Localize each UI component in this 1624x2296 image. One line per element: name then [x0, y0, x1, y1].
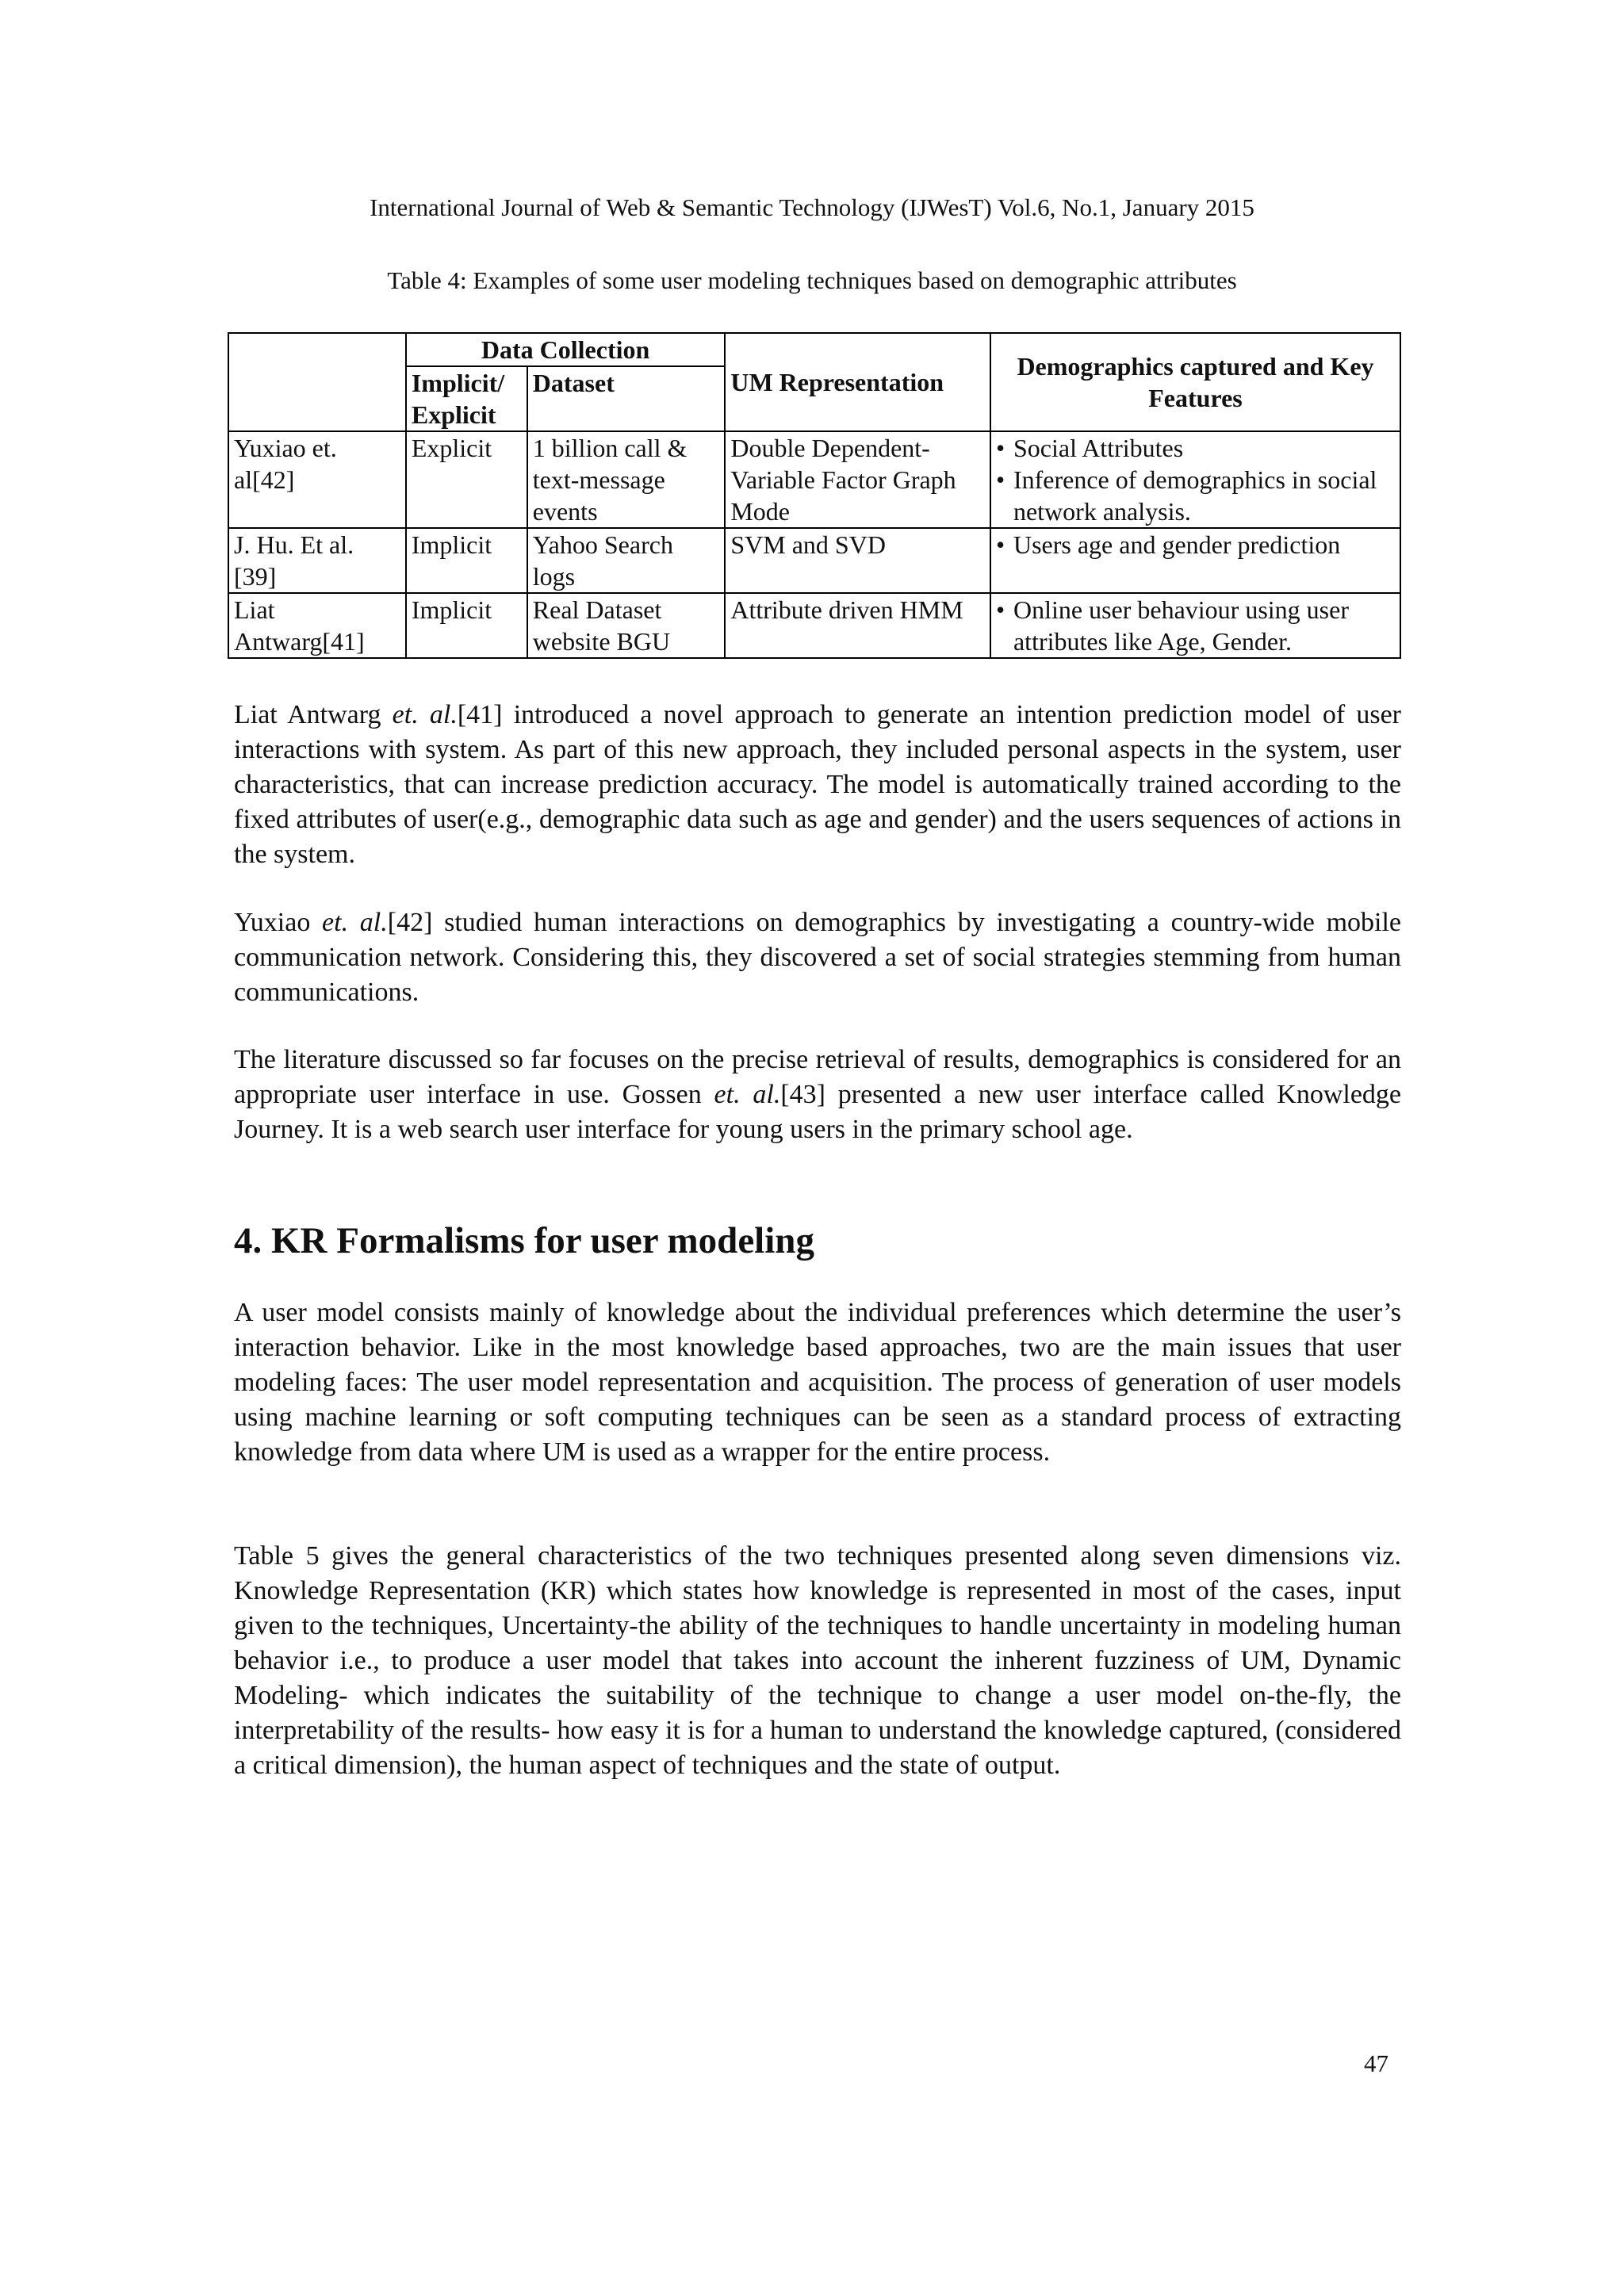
- cell-name: Liat Antwarg[41]: [228, 593, 406, 658]
- cell-type: Implicit: [406, 593, 527, 658]
- feature-item: • Online user behaviour using user attributes like Age, Gender.: [996, 594, 1395, 657]
- cell-features: [990, 431, 1400, 528]
- running-header: International Journal of Web & Semantic Technology (IJWesT) Vol.6, No.1, January 2015: [370, 193, 1254, 221]
- header-implicit-explicit: Implicit/ Explicit: [406, 366, 527, 431]
- cell-dataset: 1 billion call & text-message events: [527, 431, 726, 528]
- cell-type: Implicit: [406, 528, 527, 593]
- cell-representation: Double Dependent-Variable Factor Graph Mode: [725, 431, 990, 528]
- cell-type: Explicit: [406, 431, 527, 528]
- paragraph-user-model: A user model consists mainly of knowledge about the individual preferences which determine the user’s interaction behavior. Like in the most knowledge based approaches, two are the main issues that user modeling faces: The user model representation and acquisition. The process of generation of user models using machine learning or soft computing techniques can be seen as a standard process of extracting knowledge from data where UM is used as a wrapper for the entire process.: [234, 1298, 1401, 1467]
- feature-item: • Users age and gender prediction: [996, 529, 1395, 561]
- header-empty-cell: [228, 333, 406, 431]
- cell-name: J. Hu. Et al. [39]: [228, 528, 406, 593]
- cell-representation: Attribute driven HMM: [725, 593, 990, 658]
- table-caption: Table 4: Examples of some user modeling techniques based on demographic attributes: [387, 266, 1237, 294]
- header-demographics: Demographics captured and Key Features: [990, 333, 1400, 431]
- cell-name: Yuxiao et. al[42]: [228, 431, 406, 528]
- cell-features: [990, 593, 1400, 658]
- cell-representation: SVM and SVD: [725, 528, 990, 593]
- paragraph-antwarg: Liat Antwarg et. al.[41] introduced a novel approach to generate an intention prediction model of user interactions with system. As part of this new approach, they included personal aspects in the system, user characteristics, that can increase prediction accuracy. The model is automatically trained according to the fixed attributes of user(e.g., demographic data such as age and gender) and the users sequences of actions in the system.: [234, 700, 1401, 869]
- paragraph-yuxiao: Yuxiao et. al.[42] studied human interactions on demographics by investigating a country-wide mobile communication network. Considering this, they discovered a set of social strategies stemming from human communications.: [234, 908, 1402, 1007]
- paragraph-literature: The literature discussed so far focuses on the precise retrieval of results, demographics is considered for an appropriate user interface in use. Gossen et. al.[43] presented a new user interface called Knowledge Journey. It is a web search user interface for young users in the primary school age.: [234, 1045, 1402, 1144]
- section-heading: 4. KR Formalisms for user modeling: [234, 1220, 814, 1261]
- header-dataset: Dataset: [527, 366, 726, 431]
- feature-item: • Social Attributes: [996, 432, 1395, 464]
- table-header-row: [228, 333, 1400, 366]
- cell-dataset: Real Dataset website BGU: [527, 593, 726, 658]
- demographics-table: [228, 332, 1401, 659]
- cell-features: [990, 528, 1400, 593]
- paragraph-table5: Table 5 gives the general characteristics of the two techniques presented along seven dimensions viz. Knowledge Representation (KR) which states how knowledge is represented in most of the cases, input given to the techniques, Uncertainty-the ability of the techniques to handle uncertainty in modeling human behavior i.e., to produce a user model that takes into account the inherent fuzziness of UM, Dynamic Modeling- which indicates the suitability of the technique to change a user model on-the-fly, the interpretability of the results- how easy it is for a human to understand the knowledge captured, (considered a critical dimension), the human aspect of techniques and the state of output.: [234, 1541, 1401, 1780]
- header-um-representation: UM Representation: [725, 333, 990, 431]
- table-row: [228, 431, 1400, 528]
- header-data-collection: Data Collection: [406, 333, 726, 366]
- table-row: [228, 593, 1400, 658]
- cell-dataset: Yahoo Search logs: [527, 528, 726, 593]
- feature-item: • Inference of demographics in social network analysis.: [996, 464, 1395, 527]
- page-number: 47: [1364, 2049, 1388, 2077]
- table-row: [228, 528, 1400, 593]
